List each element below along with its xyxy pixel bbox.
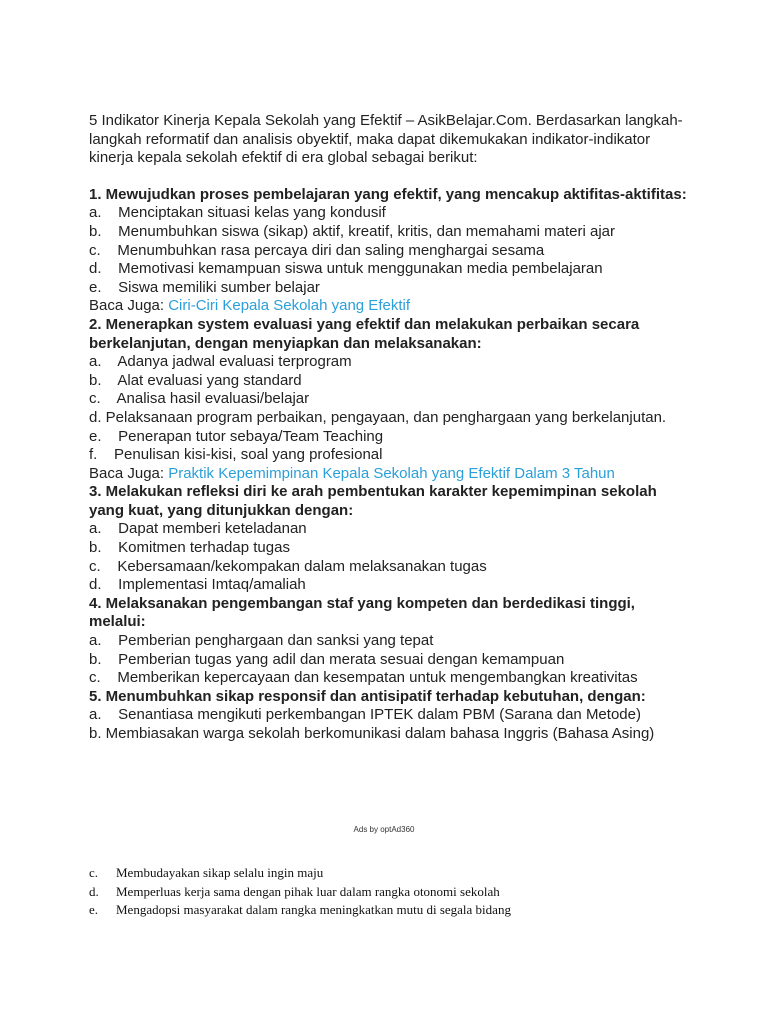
baca-juga-label: Baca Juga: [89,297,169,315]
list-item: c. Kebersamaan/kekompakan dalam melaksanakan tugas [89,557,487,575]
list-item: c. Menumbuhkan rasa percaya diri dan saling menghargai sesama [89,241,545,259]
ads-label[interactable]: Ads by optAd360 [353,825,415,834]
list-item: a. Dapat memberi keteladanan [89,520,307,538]
baca-juga-label: Baca Juga: [89,464,169,482]
list-item: d. Implementasi Imtaq/amaliah [89,576,306,594]
related-article-link-1[interactable]: Ciri-Ciri Kepala Sekolah yang Efektif [168,297,410,315]
list-item: b. Menumbuhkan siswa (sikap) aktif, kreatif, kritis, dan memahami materi ajar [89,222,616,240]
list-item: d. Memotivasi kemampuan siswa untuk menggunakan media pembelajaran [89,260,603,278]
list-item: b. Pemberian tugas yang adil dan merata sesuai dengan kemampuan [89,650,565,668]
list-item: f. Penulisan kisi-kisi, soal yang profesional [89,446,383,464]
article-body [89,112,689,744]
list-item [89,883,689,902]
section-heading-1: 1. Mewujudkan proses pembelajaran yang efektif, yang mencakup aktifitas-aktifitas: [89,185,687,203]
item-letter: d. [89,883,99,899]
item-text: Memperluas kerja sama dengan pihak luar dalam rangka otonomi sekolah [116,883,500,899]
section-heading-2: 2. Menerapkan system evaluasi yang efektif dan melakukan perbaikan secara berkelanjutan, dengan menyiapkan dan melaksanakan: [89,315,640,352]
list-item: a. Pemberian penghargaan dan sanksi yang tepat [89,632,434,650]
related-article-link-2[interactable]: Praktik Kepemimpinan Kepala Sekolah yang Efektif Dalam 3 Tahun [168,464,615,482]
list-item: a. Adanya jadwal evaluasi terprogram [89,353,352,371]
list-item: c. Memberikan kepercayaan dan kesempatan untuk mengembangkan kreativitas [89,669,638,687]
item-text: Mengadopsi masyarakat dalam rangka meningkatkan mutu di segala bidang [116,902,511,917]
continued-list [89,864,689,920]
list-item [89,901,689,920]
list-item: d. Pelaksanaan program perbaikan, pengayaan, dan penghargaan yang berkelanjutan. [89,408,667,426]
section-heading-5: 5. Menumbuhkan sikap responsif dan antisipatif terhadap kebutuhan, dengan: [89,687,646,705]
section-heading-4: 4. Melaksanakan pengembangan staf yang kompeten dan berdedikasi tinggi, melalui: [89,594,635,631]
list-item: e. Penerapan tutor sebaya/Team Teaching [89,427,384,445]
item-text: Membudayakan sikap selalu ingin maju [116,865,324,880]
list-item: b. Alat evaluasi yang standard [89,371,302,389]
intro-paragraph: 5 Indikator Kinerja Kepala Sekolah yang Efektif – AsikBelajar.Com. Berdasarkan langkah-langkah reformatif dan analisis obyektif, maka dapat dikemukakan indikator-indikator kinerja kepala sekolah efektif di era global sebagai berikut: [89,112,683,167]
list-item: e. Siswa memiliki sumber belajar [89,278,320,296]
list-item: c. Analisa hasil evaluasi/belajar [89,390,310,408]
list-item: a. Senantiasa mengikuti perkembangan IPTEK dalam PBM (Sarana dan Metode) [89,706,641,724]
baca-juga-line-2 [89,465,689,484]
section-heading-3: 3. Melakukan refleksi diri ke arah pembentukan karakter kepemimpinan sekolah yang kuat, yang ditunjukkan dengan: [89,483,657,519]
list-item: b. Membiasakan warga sekolah berkomunikasi dalam bahasa Inggris (Bahasa Asing) [89,725,655,742]
list-item: a. Menciptakan situasi kelas yang kondusif [89,204,386,222]
item-letter: e. [89,902,99,917]
list-item [89,864,689,883]
list-item: b. Komitmen terhadap tugas [89,539,290,557]
item-letter: c. [89,865,99,880]
baca-juga-line-1 [89,297,689,316]
